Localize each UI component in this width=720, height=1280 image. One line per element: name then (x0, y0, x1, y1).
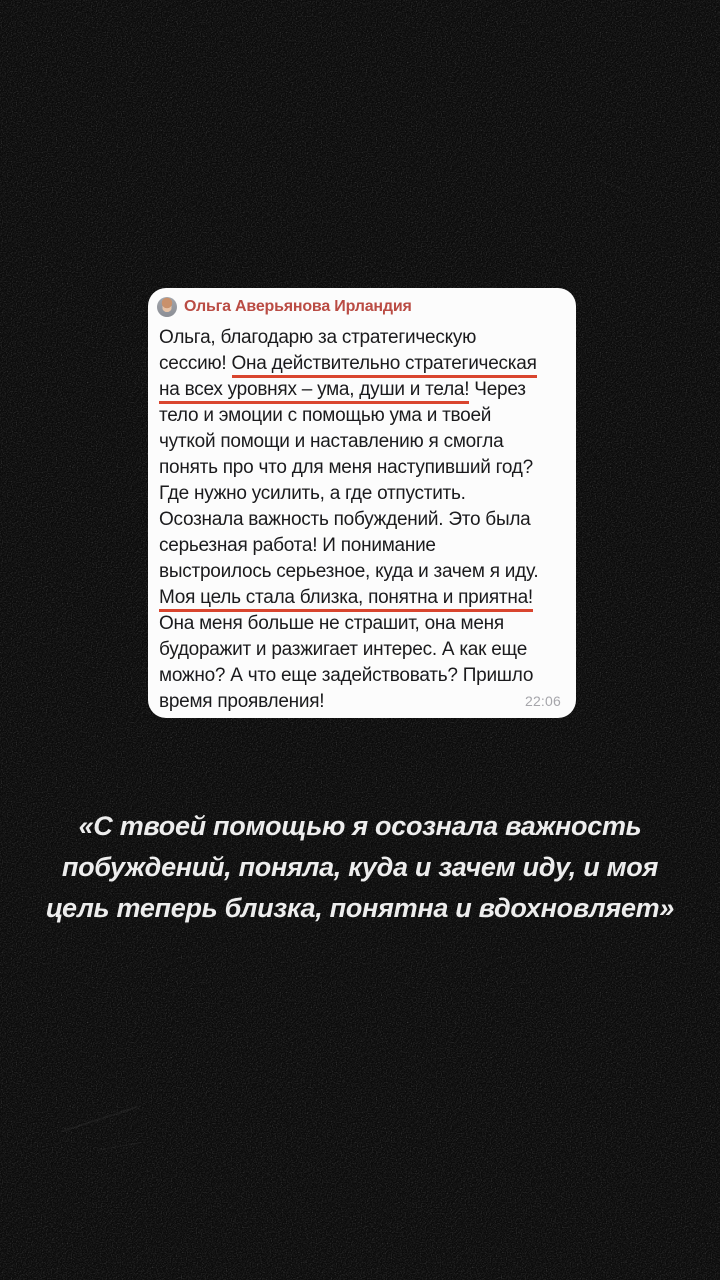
timestamp: 22:06 (524, 693, 561, 709)
message-line (159, 377, 564, 403)
message-line (159, 507, 564, 533)
texture-scratch (96, 1142, 141, 1151)
red-underlined-text: на всех уровнях – ума, души и тела! (159, 379, 469, 404)
message-line (159, 559, 564, 585)
avatar (157, 297, 177, 317)
message-line (159, 533, 564, 559)
message-segment: серьезная работа! И понимание (159, 535, 436, 556)
card-header (148, 288, 576, 320)
message-segment: Она меня больше не страшит, она меня (159, 613, 504, 634)
message-line (159, 455, 564, 481)
message-text (148, 320, 576, 715)
sender-name: Ольга Аверьянова Ирландия (184, 298, 412, 315)
quote-line: «С твоей помощью я осознала важность (78, 811, 642, 841)
message-segment: Через (469, 379, 526, 400)
message-segment: сессию! (159, 353, 232, 374)
message-line (159, 325, 564, 351)
message-line (159, 611, 564, 637)
message-segment: тело и эмоции с помощью ума и твоей (159, 405, 492, 426)
message-segment: Где нужно усилить, а где отпустить. (159, 483, 466, 504)
message-segment: можно? А что еще задействовать? Пришло (159, 665, 534, 686)
quote-caption (0, 806, 720, 929)
red-underlined-text: Она действительно стратегическая (232, 353, 537, 378)
message-segment: понять про что для меня наступивший год? (159, 457, 533, 478)
message-line (159, 429, 564, 455)
message-segment: выстроилось серьезное, куда и зачем я иду. (159, 561, 539, 582)
quote-line: побуждений, поняла, куда и зачем иду, и моя (61, 852, 659, 882)
message-segment: время проявления! (159, 691, 325, 712)
message-line (159, 689, 564, 715)
message-segment: Осознала важность побуждений. Это была (159, 509, 531, 530)
quote-line: цель теперь близка, понятна и вдохновляет» (45, 893, 675, 923)
message-line (159, 481, 564, 507)
message-segment: будоражит и разжигает интерес. А как еще (159, 639, 528, 660)
testimonial-card (148, 288, 576, 718)
texture-scratch (599, 179, 630, 194)
message-segment: Ольга, благодарю за стратегическую (159, 327, 477, 348)
message-line (159, 403, 564, 429)
red-underlined-text: Моя цель стала близка, понятна и приятна! (159, 587, 533, 612)
message-line (159, 663, 564, 689)
message-segment: чуткой помощи и наставлению я смогла (159, 431, 504, 452)
message-line (159, 351, 564, 377)
message-line (159, 637, 564, 663)
texture-scratch (62, 1106, 139, 1133)
message-line (159, 585, 564, 611)
